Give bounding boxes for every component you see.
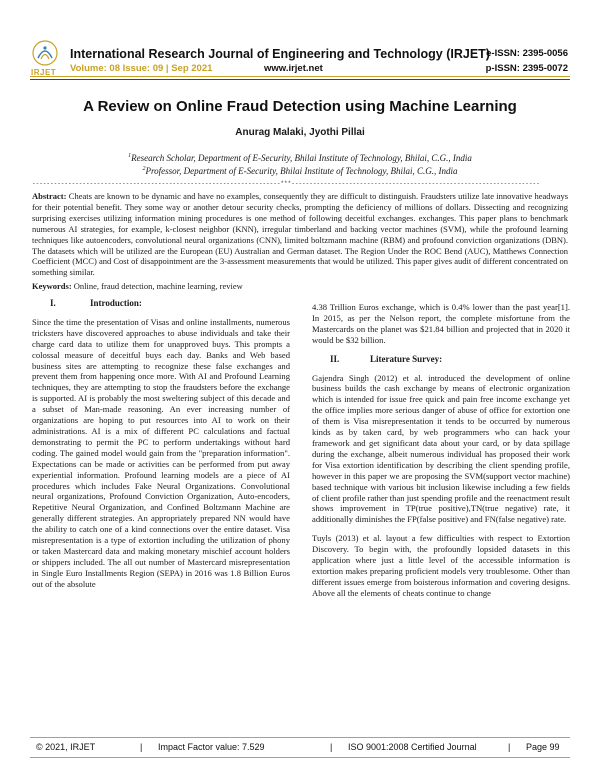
footer-divider-bottom <box>30 757 570 758</box>
right-column <box>312 302 570 607</box>
volume-issue: Volume: 08 Issue: 09 | Sep 2021 <box>70 63 213 74</box>
footer-divider <box>30 737 570 738</box>
section-heading-literature-survey <box>312 354 570 365</box>
keywords-text: Online, fraud detection, machine learning, review <box>71 281 243 291</box>
paragraph: Gajendra Singh (2012) et al. introduced the development of online business builds the cash exchange by means of electronic organization which is intended for issue free quick and pain free income exchange yet the office implies more serious danger of abuse of office for extortion one of them is Visa misrepresentation it tends to be occurred by numerous kinds as by taken card, by web programmers who can hack your framework and get significant data about your card, or by data spillage during the exchange, albeit numerous individual has proposed their work for Visa extortion identification by describing the client spending profile, however in this paper we are proposing the SVM(support vector machine) based technique with various bit inclusion likewise including a few fields of client profile rather than just spending profile and the reenactment result shows improvement in TP(true positive),TN(true negative) rate, it additionally diminishes the FP(false positive) and FN(false negative) rate. <box>312 372 570 525</box>
keywords <box>32 281 568 291</box>
footer-separator: | <box>330 742 333 752</box>
footer-copyright: © 2021, IRJET <box>36 742 96 752</box>
footer-separator: | <box>140 742 143 752</box>
footer-impact-factor: Impact Factor value: 7.529 <box>158 742 265 752</box>
affiliation-1-text: Research Scholar, Department of E-Security, Bhilai Institute of Technology, Bhilai, C.G., India <box>131 153 472 163</box>
left-column <box>32 296 290 598</box>
affiliation-1 <box>0 153 600 163</box>
irjet-logo-icon <box>32 40 58 66</box>
journal-website-link[interactable]: www.irjet.net <box>264 63 323 74</box>
section-number: I. <box>50 298 56 308</box>
pissn: p-ISSN: 2395-0072 <box>485 63 568 74</box>
section-number: II. <box>330 353 340 364</box>
section-title: Introduction: <box>90 298 142 308</box>
affiliation-2-text: Professor, Department of E-Security, Bhilai Institute of Technology, Bhilai, C.G., India <box>145 166 458 176</box>
logo-text: IRJET <box>31 68 57 77</box>
page-footer <box>30 742 570 754</box>
affiliation-1-marker: 1 <box>128 153 132 159</box>
section-title: Literature Survey: <box>370 353 443 364</box>
footer-page-number: Page 99 <box>526 742 560 752</box>
paper-authors: Anurag Malaki, Jyothi Pillai <box>235 127 365 138</box>
paper-title: A Review on Online Fraud Detection using Machine Learning <box>83 98 517 115</box>
section-heading-introduction <box>32 298 290 309</box>
eissn: e-ISSN: 2395-0056 <box>486 48 568 59</box>
abstract-label: Abstract: <box>32 191 67 201</box>
paragraph: Tuyls (2013) et al. layout a few difficulties with respect to Extortion Discovery. To begin with, the profoundly lopsided datasets in this application where just a little level of the accessible information is extortion makes preparing proficient models very troublesome. Other than different issues emerge from boisterous information and covering designs. Above all the elements of cheats continue to change <box>312 533 570 598</box>
journal-header <box>0 0 600 78</box>
affiliation-2-marker: 2 <box>142 166 146 172</box>
footer-iso: ISO 9001:2008 Certified Journal <box>348 742 477 752</box>
paragraph: Since the time the presentation of Visas and online installments, numerous tricksters have discovered approaches to abuse individuals and take their charge card data to utilize them for unapproved buys. This prompts a colossal measure of deceitful buys each day. Banks and Web based business sites are attempting to recognize these false exchanges and prevent them from happening once more. With AI and Profound Learning techniques, they are attempting to stop the fraudsters before the exchange is supported. AI is probably the most sweltering subject of this decade and a subset of Man-made reasoning. An ever increasing number of organizations are hoping to put resources into AI to work on their administrations. AI is a mix of different PC calculations and factual demonstrating to permit the PC to perform undertakings without hard coding. The gained model would gain from the "preparation information". Expectations can be made or activities can be performed from put away experiential information. Profound learning models are a piece of AI procedures which includes Fake Neural Organizations. Convolutional neural organizations, Profound Conviction Organization, Auto-encoders, Repetitive Neural Organization, and Confined Boltzmann Machine are generally different strategies. An appropriately prepared NN would have the ability to catch one of a kind connections over the entire dataset. Visa misrepresentation is a type of extortion including the utilization of phony or taken Mastercard data and making monetary mischief account holders or shippers included. The all out number of Mastercard misrepresentation in Single Euro Installments Region (SEPA) in 2016 was 1.8 Billion Euros out of the absolute <box>32 316 290 589</box>
abstract-separator: ---------------------------------------------------------------------***--------------------------------------------------------------------- <box>32 180 540 186</box>
footer-separator: | <box>508 742 511 752</box>
header-divider-thin <box>30 79 570 80</box>
abstract <box>32 191 568 278</box>
keywords-label: Keywords: <box>32 281 72 291</box>
paragraph: 4.38 Trillion Euros exchange, which is 0.4% lower than the past year[1]. In 2015, as per the Nelson report, the complete misfortune from the Mastercards on the planet was $21.84 billion and projected that in 2020 it would be $32 billion. <box>312 302 570 345</box>
header-divider <box>30 76 570 77</box>
abstract-text: Cheats are known to be dynamic and have no examples, consequently they are difficult to distinguish. Fraudsters utilize late innovative headways for their potential benefit. They some way or another detour security checks, prompting the deficiency of millions of dollars. Dissecting and recognizing surprising exercises utilizing information mining procedures is one method of following deceitful exchanges. exchanges. This paper plans to benchmark numerous AI strategies, for example, k-closest neighbor (KNN), irregular timberland and backing vector machines (SVM), while the profound learning techniques like autoencoders, convolutional neural organizations (CNN), limited boltzmann machine (RBM) and profound conviction organizations (DBN). The datasets which will be utilized are the European (EU) Australian and German dataset. The Region Under the ROC Bend (AUC), Matthews Connection Coefficient (MCC) and Cost of disappointment are the 3-assessment measurements that would be utilized. This paper gives audit of different concentrated on something similar. <box>32 191 568 278</box>
journal-name: International Research Journal of Engineering and Technology (IRJET) <box>70 47 490 61</box>
affiliation-2 <box>0 166 600 176</box>
